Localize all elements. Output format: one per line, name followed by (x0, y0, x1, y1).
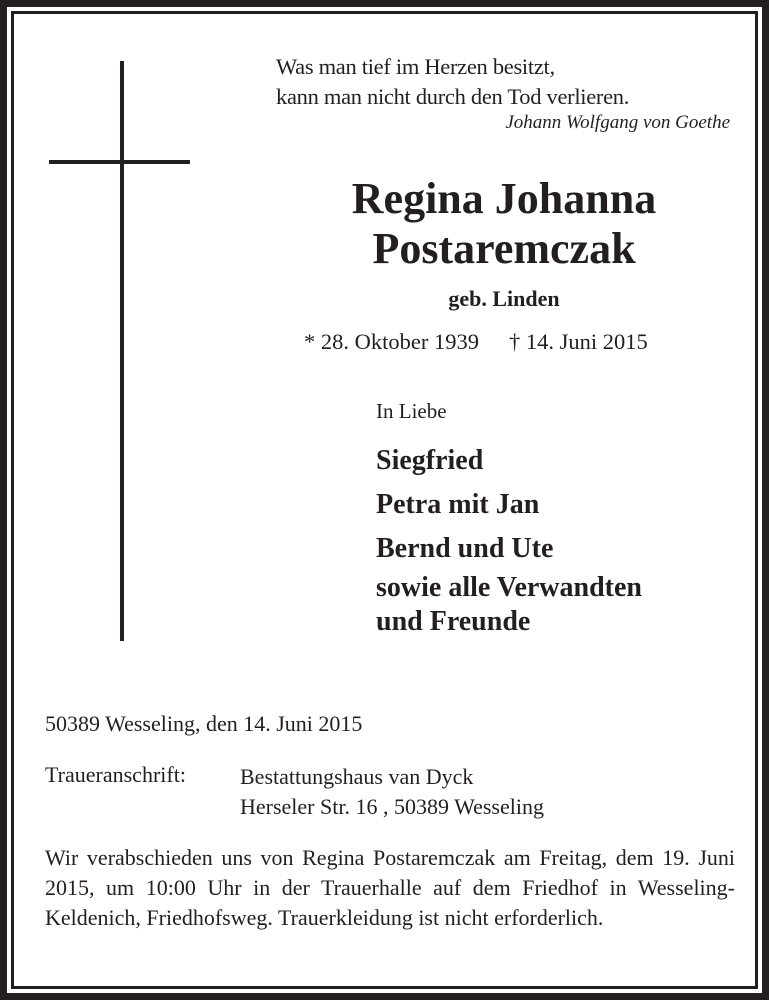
quote-line: kann man nicht durch den Tod verlieren. (276, 84, 630, 109)
deceased-name-line: Regina Johanna (351, 174, 657, 223)
life-dates (304, 329, 648, 355)
birth-date: * 28. Oktober 1939 (304, 329, 479, 354)
mourners-intro: In Liebe (376, 399, 447, 423)
deceased-name-line: Postaremczak (372, 224, 636, 273)
cross-vertical-bar (120, 61, 124, 641)
address-line: Herseler Str. 16 , 50389 Wesseling (240, 794, 544, 819)
quote-author: Johann Wolfgang von Goethe (505, 112, 730, 133)
death-date: † 14. Juni 2015 (508, 329, 648, 354)
mourning-address (240, 762, 544, 822)
address-line: Bestattungshaus van Dyck (240, 764, 474, 789)
mourning-address-label: Traueranschrift: (45, 762, 186, 787)
obituary-frame (11, 11, 758, 989)
obituary-page (7, 7, 762, 993)
place-and-date: 50389 Wesseling, den 14. Juni 2015 (45, 711, 363, 736)
service-notice: Wir verabschieden uns von Regina Postaremczak am Freitag, dem 19. Juni 2015, um 10:00 Uhr in der Trauerhalle auf dem Friedhof in Wesseling-Keldenich, Friedhofsweg. Trauerkleidung ist nicht erforderlich. (45, 845, 735, 930)
mourners-list (376, 439, 642, 639)
mourner-name: sowie alle Verwandten (376, 572, 642, 603)
mourner-name: Siegfried (376, 445, 484, 476)
mourner-name: Petra mit Jan (376, 489, 540, 520)
quote (276, 52, 629, 112)
mourner-name: und Freunde (376, 606, 531, 637)
deceased-name (264, 174, 744, 274)
mourner-name: Bernd und Ute (376, 533, 554, 564)
cross-horizontal-bar (49, 160, 190, 164)
birth-name: geb. Linden (448, 286, 560, 311)
quote-line: Was man tief im Herzen besitzt, (276, 54, 555, 79)
